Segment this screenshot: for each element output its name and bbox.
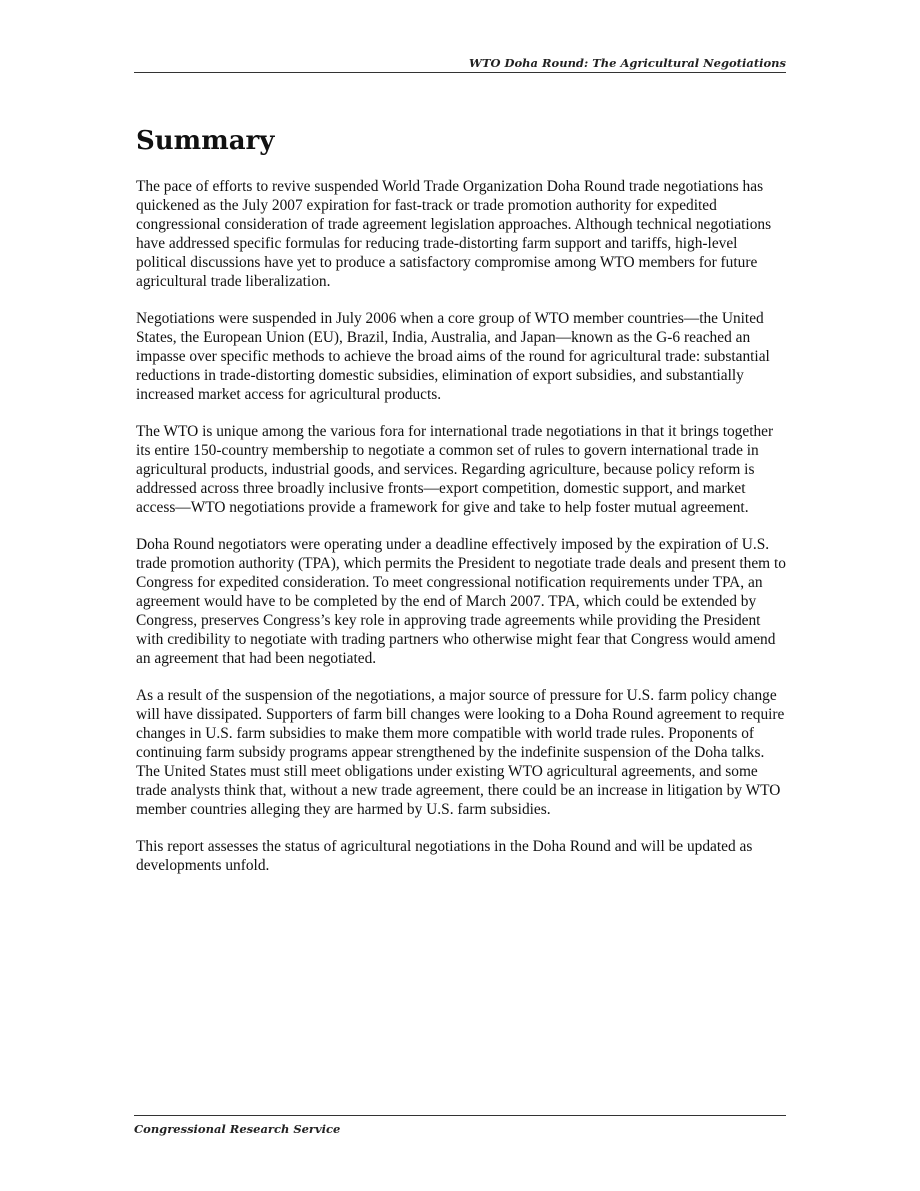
footer-publisher: Congressional Research Service — [134, 1122, 341, 1136]
running-header-title: WTO Doha Round: The Agricultural Negotiations — [469, 56, 786, 70]
paragraph: The pace of efforts to revive suspended World Trade Organization Doha Round trade negotiations has quickened as the July 2007 expiration for fast-track or trade promotion authority for expedited congressional consideration of trade agreement legislation approaches. Although technical negotiations have addressed specific formulas for reducing trade-distorting farm support and tariffs, high-level political discussions have yet to produce a satisfactory compromise among WTO members for future agricultural trade liberalization. — [136, 178, 772, 290]
paragraph: Negotiations were suspended in July 2006 when a core group of WTO member countries—the United States, the European Union (EU), Brazil, India, Australia, and Japan—known as the G-6 reached an impasse over specific methods to achieve the broad aims of the round for agricultural trade: substantial reductions in trade-distorting domestic subsidies, elimination of export subsidies, and substantially increased market access for agricultural products. — [136, 310, 770, 403]
section-title: Summary — [136, 126, 275, 156]
running-header — [134, 56, 786, 73]
running-footer — [134, 1115, 786, 1137]
paragraph: This report assesses the status of agricultural negotiations in the Doha Round and will be updated as developments unfold. — [136, 838, 753, 874]
paragraph: The WTO is unique among the various fora for international trade negotiations in that it brings together its entire 150-country membership to negotiate a common set of rules to govern international trade in agricultural products, industrial goods, and services. Regarding agriculture, because policy reform is addressed across three broadly inclusive fronts—export competition, domestic support, and market access—WTO negotiations provide a framework for give and take to help foster mutual agreement. — [136, 423, 774, 516]
paragraph: As a result of the suspension of the negotiations, a major source of pressure for U.S. farm policy change will have dissipated. Supporters of farm bill changes were looking to a Doha Round agreement to require changes in U.S. farm subsidies to make them more compatible with world trade rules. Proponents of continuing farm subsidy programs appear strengthened by the indefinite suspension of the Doha talks. The United States must still meet obligations under existing WTO agricultural agreements, and some trade analysts think that, without a new trade agreement, there could be an increase in litigation by WTO member countries alleging they are harmed by U.S. farm subsidies. — [136, 687, 785, 818]
paragraph: Doha Round negotiators were operating under a deadline effectively imposed by the expiration of U.S. trade promotion authority (TPA), which permits the President to negotiate trade deals and present them to Congress for expedited consideration. To meet congressional notification requirements under TPA, an agreement would have to be completed by the end of March 2007. TPA, which could be extended by Congress, preserves Congress’s key role in approving trade agreements while providing the President with credibility to negotiate with trading partners who otherwise might fear that Congress would amend an agreement that had been negotiated. — [136, 536, 786, 667]
summary-body — [136, 177, 788, 893]
